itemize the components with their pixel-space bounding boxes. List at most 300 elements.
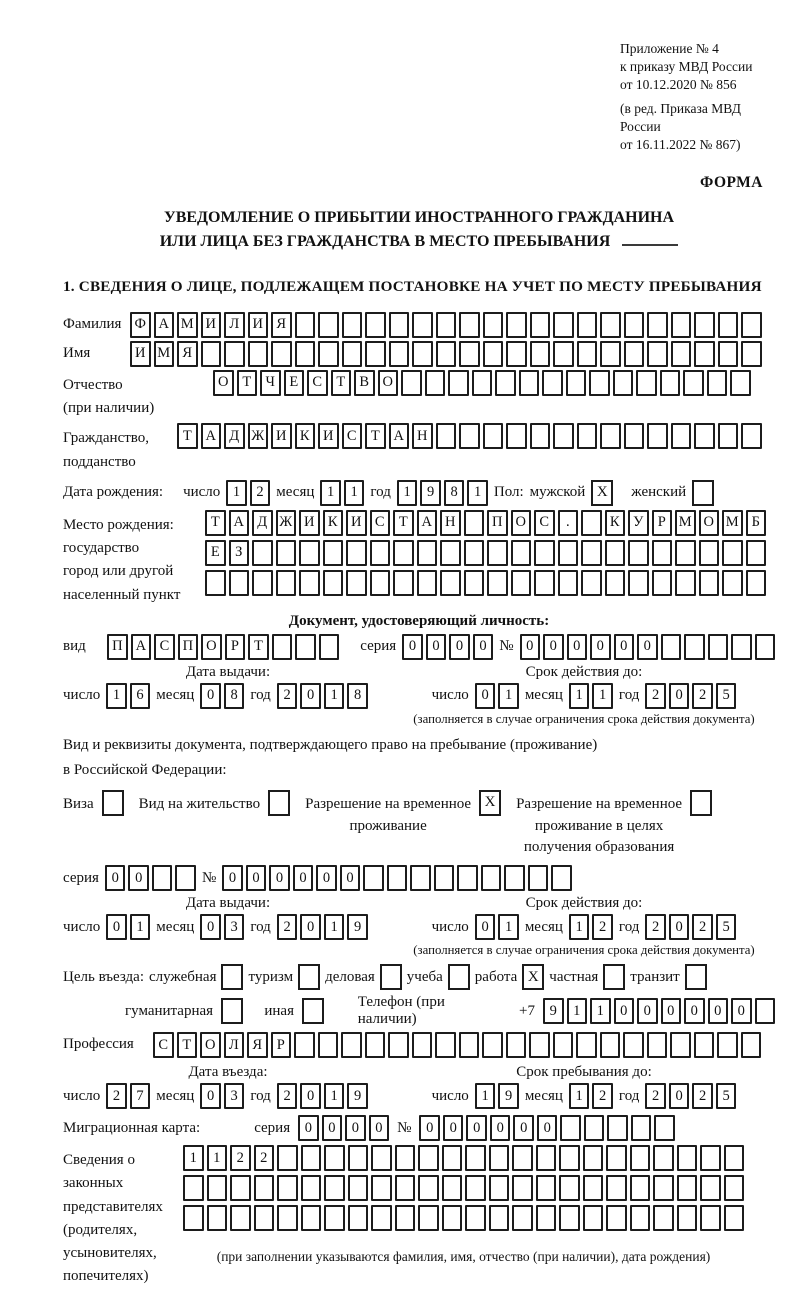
char-cell: [718, 312, 739, 338]
char-cell: 1: [592, 683, 613, 709]
char-cell: И: [318, 423, 339, 449]
char-cell: 1: [567, 998, 588, 1024]
char-cell: [536, 1145, 557, 1171]
char-cell: 0: [443, 1115, 464, 1141]
char-cell: [207, 1205, 228, 1231]
char-cell: [536, 1175, 557, 1201]
surname-row: [63, 312, 775, 338]
char-cell: [442, 1205, 463, 1231]
char-cell: 0: [402, 634, 423, 660]
char-cell: 0: [300, 1083, 321, 1109]
char-cell: Ж: [276, 510, 297, 536]
char-cell: [365, 312, 386, 338]
char-cell: [583, 1145, 604, 1171]
char-cell: [248, 341, 269, 367]
char-cell: [301, 1145, 322, 1171]
char-cell: 2: [692, 683, 713, 709]
char-cell: [694, 341, 715, 367]
char-cell: [684, 634, 705, 660]
char-cell: [724, 1145, 745, 1171]
char-cell: [504, 865, 525, 891]
char-cell: 9: [347, 914, 368, 940]
char-cell: А: [229, 510, 250, 536]
legal-representatives-row: [63, 1145, 775, 1289]
male-label: мужской: [529, 484, 586, 501]
char-cell: [410, 865, 431, 891]
residence-doc-dates: [63, 895, 775, 958]
char-cell: [342, 341, 363, 367]
residence-series-cells: [105, 865, 196, 891]
char-cell: [277, 1205, 298, 1231]
char-cell: Т: [393, 510, 414, 536]
char-cell: [465, 1205, 486, 1231]
residence-doc-options: [63, 790, 775, 859]
entry-dates: [63, 1064, 775, 1109]
residence-number-cells: [222, 865, 572, 891]
char-cell: [671, 423, 692, 449]
char-cell: Р: [271, 1032, 292, 1058]
char-cell: [652, 570, 673, 596]
char-cell: [346, 540, 367, 566]
char-cell: [600, 1032, 621, 1058]
char-cell: [558, 570, 579, 596]
char-cell: [511, 540, 532, 566]
char-cell: [606, 1145, 627, 1171]
char-cell: П: [487, 510, 508, 536]
char-cell: [624, 312, 645, 338]
regulation-line: от 10.12.2020 № 856: [620, 76, 737, 92]
char-cell: [700, 1145, 721, 1171]
char-cell: Т: [237, 370, 258, 396]
char-cell: [512, 1175, 533, 1201]
char-cell: [175, 865, 196, 891]
char-cell: [741, 312, 762, 338]
char-cell: [299, 540, 320, 566]
char-cell: [277, 1175, 298, 1201]
purpose-row: [63, 964, 775, 990]
char-cell: 0: [567, 634, 588, 660]
char-cell: [448, 370, 469, 396]
amendment-line: от 16.11.2022 № 867): [620, 137, 741, 153]
char-cell: [606, 1205, 627, 1231]
patronymic-cells: [213, 370, 751, 396]
char-cell: [583, 1205, 604, 1231]
char-cell: К: [295, 423, 316, 449]
char-cell: 0: [669, 914, 690, 940]
day-label: число: [63, 687, 101, 704]
char-cell: А: [417, 510, 438, 536]
char-cell: 0: [246, 865, 267, 891]
char-cell: 1: [397, 480, 418, 506]
char-cell: Ж: [248, 423, 269, 449]
birth-place-label: Место рождения: государство город или другой населенный пункт: [63, 516, 181, 603]
char-cell: [683, 370, 704, 396]
char-cell: [472, 370, 493, 396]
char-cell: 8: [347, 683, 368, 709]
char-cell: [718, 423, 739, 449]
migration-series-cells: [298, 1115, 389, 1141]
validity-note: (заполняется в случае ограничения срока действия документа): [413, 711, 755, 726]
char-cell: [254, 1175, 275, 1201]
month-label: месяц: [524, 1087, 563, 1104]
char-cell: [483, 341, 504, 367]
char-cell: 0: [537, 1115, 558, 1141]
char-cell: 0: [669, 683, 690, 709]
char-cell: 1: [324, 683, 345, 709]
char-cell: Я: [177, 341, 198, 367]
purpose-tourism-label: туризм: [248, 968, 294, 985]
char-cell: [623, 1032, 644, 1058]
char-cell: [506, 1032, 527, 1058]
char-cell: Е: [205, 540, 226, 566]
doc-series-cells: [402, 634, 493, 660]
char-cell: Д: [224, 423, 245, 449]
char-cell: Т: [177, 423, 198, 449]
char-cell: [371, 1205, 392, 1231]
profession-label: Профессия: [63, 1036, 134, 1053]
char-cell: [465, 1145, 486, 1171]
char-cell: Р: [652, 510, 673, 536]
char-cell: [324, 1175, 345, 1201]
char-cell: 1: [320, 480, 341, 506]
char-cell: 0: [466, 1115, 487, 1141]
char-cell: 8: [224, 683, 245, 709]
char-cell: 2: [592, 1083, 613, 1109]
char-cell: [417, 540, 438, 566]
char-cell: [276, 540, 297, 566]
birth-place-row: [63, 510, 775, 607]
char-cell: [631, 1115, 652, 1141]
char-cell: [628, 570, 649, 596]
char-cell: [435, 1032, 456, 1058]
profession-cells: [153, 1032, 761, 1058]
purpose-official-label: служебная: [148, 968, 217, 985]
char-cell: [670, 1032, 691, 1058]
char-cell: [324, 1205, 345, 1231]
entry-date-heading: Дата въезда:: [188, 1064, 268, 1081]
char-cell: [654, 1115, 675, 1141]
residence-issue-year-cells: [277, 914, 368, 940]
birth-place-cells-1: [205, 510, 766, 536]
char-cell: [318, 341, 339, 367]
char-cell: 0: [322, 1115, 343, 1141]
residence-doc-intro-2: в Российской Федерации:: [63, 762, 227, 779]
char-cell: 1: [467, 480, 488, 506]
regulation-line: к приказу МВД России: [620, 58, 753, 74]
char-cell: 0: [661, 998, 682, 1024]
char-cell: 2: [254, 1145, 275, 1171]
char-cell: П: [178, 634, 199, 660]
char-cell: [694, 423, 715, 449]
char-cell: Т: [365, 423, 386, 449]
char-cell: 9: [420, 480, 441, 506]
char-cell: [741, 1032, 762, 1058]
char-cell: [299, 570, 320, 596]
valid-until-heading: Срок действия до:: [525, 663, 643, 680]
char-cell: [628, 540, 649, 566]
visa-option: [63, 790, 124, 816]
residence-valid-day-cells: [475, 914, 519, 940]
char-cell: Е: [284, 370, 305, 396]
char-cell: [581, 540, 602, 566]
residence-issue-day-cells: [106, 914, 150, 940]
char-cell: [724, 1175, 745, 1201]
male-checkbox: X: [591, 480, 613, 506]
day-label: число: [63, 1087, 101, 1104]
name-label: Имя: [63, 344, 91, 361]
char-cell: 1: [324, 1083, 345, 1109]
residence-permit-label: Вид на жительство: [138, 795, 261, 812]
char-cell: 3: [224, 1083, 245, 1109]
char-cell: 0: [345, 1115, 366, 1141]
valid-year-cells: [645, 683, 736, 709]
migration-series-label: серия: [254, 1119, 291, 1136]
phone-cells: [543, 998, 775, 1024]
char-cell: [660, 370, 681, 396]
entry-day-cells: [106, 1083, 150, 1109]
char-cell: 2: [692, 1083, 713, 1109]
purpose-work-label: работа: [474, 968, 518, 985]
valid-until-heading: Срок действия до:: [525, 895, 643, 912]
char-cell: [577, 423, 598, 449]
char-cell: [700, 1175, 721, 1201]
char-cell: 0: [298, 1115, 319, 1141]
migration-card-row: [63, 1115, 775, 1141]
char-cell: 0: [269, 865, 290, 891]
char-cell: 0: [293, 865, 314, 891]
char-cell: З: [229, 540, 250, 566]
citizenship-row: [63, 423, 775, 474]
residence-issue-month-cells: [200, 914, 244, 940]
char-cell: 1: [475, 1083, 496, 1109]
char-cell: [395, 1145, 416, 1171]
char-cell: 2: [277, 914, 298, 940]
char-cell: [653, 1145, 674, 1171]
char-cell: [388, 1032, 409, 1058]
sex-label: Пол:: [493, 484, 524, 501]
birth-month-cells: [320, 480, 364, 506]
temp-residence-checkbox: X: [479, 790, 501, 816]
char-cell: [418, 1145, 439, 1171]
char-cell: [583, 1175, 604, 1201]
purpose-label: Цель въезда:: [63, 968, 144, 985]
char-cell: [252, 540, 273, 566]
char-cell: [436, 423, 457, 449]
char-cell: [412, 341, 433, 367]
purpose-other-checkbox: [302, 998, 324, 1024]
char-cell: [506, 312, 527, 338]
char-cell: [483, 312, 504, 338]
char-cell: С: [153, 1032, 174, 1058]
char-cell: [363, 865, 384, 891]
char-cell: Н: [440, 510, 461, 536]
year-label: год: [618, 918, 640, 935]
char-cell: И: [248, 312, 269, 338]
name-row: [63, 341, 775, 367]
char-cell: В: [354, 370, 375, 396]
entry-month-cells: [200, 1083, 244, 1109]
char-cell: 0: [200, 914, 221, 940]
char-cell: 7: [130, 1083, 151, 1109]
char-cell: [530, 423, 551, 449]
char-cell: [224, 341, 245, 367]
temp-residence-education-label: Разрешение на временное проживание в целях получения образования: [516, 795, 683, 856]
temp-residence-option: [305, 790, 501, 838]
char-cell: [530, 341, 551, 367]
char-cell: [746, 540, 767, 566]
char-cell: 9: [347, 1083, 368, 1109]
char-cell: О: [200, 1032, 221, 1058]
char-cell: [489, 1175, 510, 1201]
char-cell: [370, 570, 391, 596]
char-cell: 5: [716, 914, 737, 940]
purpose-study-label: учеба: [406, 968, 443, 985]
visa-label: Виза: [63, 795, 94, 812]
purpose-row-2: [125, 994, 775, 1028]
char-cell: [675, 570, 696, 596]
char-cell: 1: [324, 914, 345, 940]
issue-month-cells: [200, 683, 244, 709]
char-cell: [560, 1115, 581, 1141]
residence-doc-intro-1: Вид и реквизиты документа, подтверждающего право на пребывание (проживание): [63, 736, 598, 753]
char-cell: [395, 1175, 416, 1201]
char-cell: [457, 865, 478, 891]
char-cell: [417, 570, 438, 596]
char-cell: 1: [569, 683, 590, 709]
char-cell: Я: [247, 1032, 268, 1058]
char-cell: [295, 634, 316, 660]
birth-place-cells-3: [205, 570, 766, 596]
residence-number-label: №: [201, 869, 217, 886]
regulation-line: Приложение № 4: [620, 41, 719, 56]
migration-card-label: Миграционная карта:: [63, 1119, 201, 1136]
char-cell: [581, 510, 602, 536]
title-line-1: УВЕДОМЛЕНИЕ О ПРИБЫТИИ ИНОСТРАННОГО ГРАЖДАНИНА: [163, 208, 675, 226]
char-cell: [393, 540, 414, 566]
purpose-work-checkbox: X: [522, 964, 544, 990]
char-cell: О: [511, 510, 532, 536]
char-cell: [425, 370, 446, 396]
identity-doc-row: [63, 634, 775, 660]
char-cell: Н: [412, 423, 433, 449]
char-cell: Л: [224, 1032, 245, 1058]
char-cell: [252, 570, 273, 596]
patronymic-label: Отчество (при наличии): [63, 376, 155, 417]
title-line-2: ИЛИ ЛИЦА БЕЗ ГРАЖДАНСТВА В МЕСТО ПРЕБЫВАНИЯ: [159, 232, 611, 250]
char-cell: Т: [205, 510, 226, 536]
char-cell: 0: [708, 998, 729, 1024]
char-cell: [624, 423, 645, 449]
char-cell: 0: [222, 865, 243, 891]
char-cell: [600, 341, 621, 367]
char-cell: [371, 1145, 392, 1171]
year-label: год: [370, 484, 391, 501]
char-cell: Т: [331, 370, 352, 396]
char-cell: [254, 1205, 275, 1231]
char-cell: [553, 312, 574, 338]
doc-number-cells: [520, 634, 776, 660]
char-cell: [630, 1145, 651, 1171]
char-cell: 2: [277, 1083, 298, 1109]
char-cell: [229, 570, 250, 596]
birth-date-label: Дата рождения:: [63, 484, 164, 501]
char-cell: [605, 540, 626, 566]
char-cell: М: [722, 510, 743, 536]
char-cell: 0: [340, 865, 361, 891]
char-cell: 0: [200, 683, 221, 709]
char-cell: [459, 312, 480, 338]
char-cell: [677, 1205, 698, 1231]
char-cell: [519, 370, 540, 396]
year-label: год: [250, 918, 271, 935]
char-cell: [700, 1205, 721, 1231]
char-cell: [389, 341, 410, 367]
char-cell: [365, 1032, 386, 1058]
char-cell: [295, 341, 316, 367]
char-cell: [606, 1175, 627, 1201]
char-cell: 2: [230, 1145, 251, 1171]
char-cell: [230, 1205, 251, 1231]
char-cell: 2: [592, 914, 613, 940]
char-cell: 1: [226, 480, 247, 506]
char-cell: О: [699, 510, 720, 536]
char-cell: [717, 1032, 738, 1058]
day-label: число: [431, 918, 469, 935]
migration-number-label: №: [397, 1119, 412, 1136]
char-cell: [528, 865, 549, 891]
char-cell: 0: [105, 865, 126, 891]
char-cell: [746, 570, 767, 596]
purpose-private-label: частная: [549, 968, 599, 985]
blank-line: [622, 230, 678, 246]
char-cell: А: [389, 423, 410, 449]
validity-note: (заполняется в случае ограничения срока действия документа): [413, 943, 755, 958]
char-cell: [647, 312, 668, 338]
char-cell: [653, 1205, 674, 1231]
char-cell: [506, 423, 527, 449]
purpose-tourism-checkbox: [298, 964, 320, 990]
char-cell: Б: [746, 510, 767, 536]
char-cell: [624, 341, 645, 367]
doc-type-label: вид: [63, 638, 86, 655]
char-cell: 0: [128, 865, 149, 891]
char-cell: [607, 1115, 628, 1141]
char-cell: [600, 423, 621, 449]
char-cell: [389, 312, 410, 338]
char-cell: [671, 312, 692, 338]
female-checkbox: [692, 480, 714, 506]
char-cell: [741, 423, 762, 449]
char-cell: [442, 1175, 463, 1201]
char-cell: 0: [614, 634, 635, 660]
char-cell: 2: [692, 914, 713, 940]
char-cell: [418, 1175, 439, 1201]
year-label: год: [618, 1087, 640, 1104]
char-cell: 1: [569, 1083, 590, 1109]
char-cell: [558, 540, 579, 566]
char-cell: [487, 570, 508, 596]
surname-label: Фамилия: [63, 315, 122, 332]
residence-series-label: серия: [63, 869, 99, 886]
purpose-other-label: иная: [264, 1002, 294, 1019]
char-cell: [412, 312, 433, 338]
char-cell: 2: [106, 1083, 127, 1109]
char-cell: [647, 423, 668, 449]
char-cell: [534, 570, 555, 596]
issue-year-cells: [277, 683, 368, 709]
char-cell: Я: [271, 312, 292, 338]
char-cell: 2: [250, 480, 271, 506]
